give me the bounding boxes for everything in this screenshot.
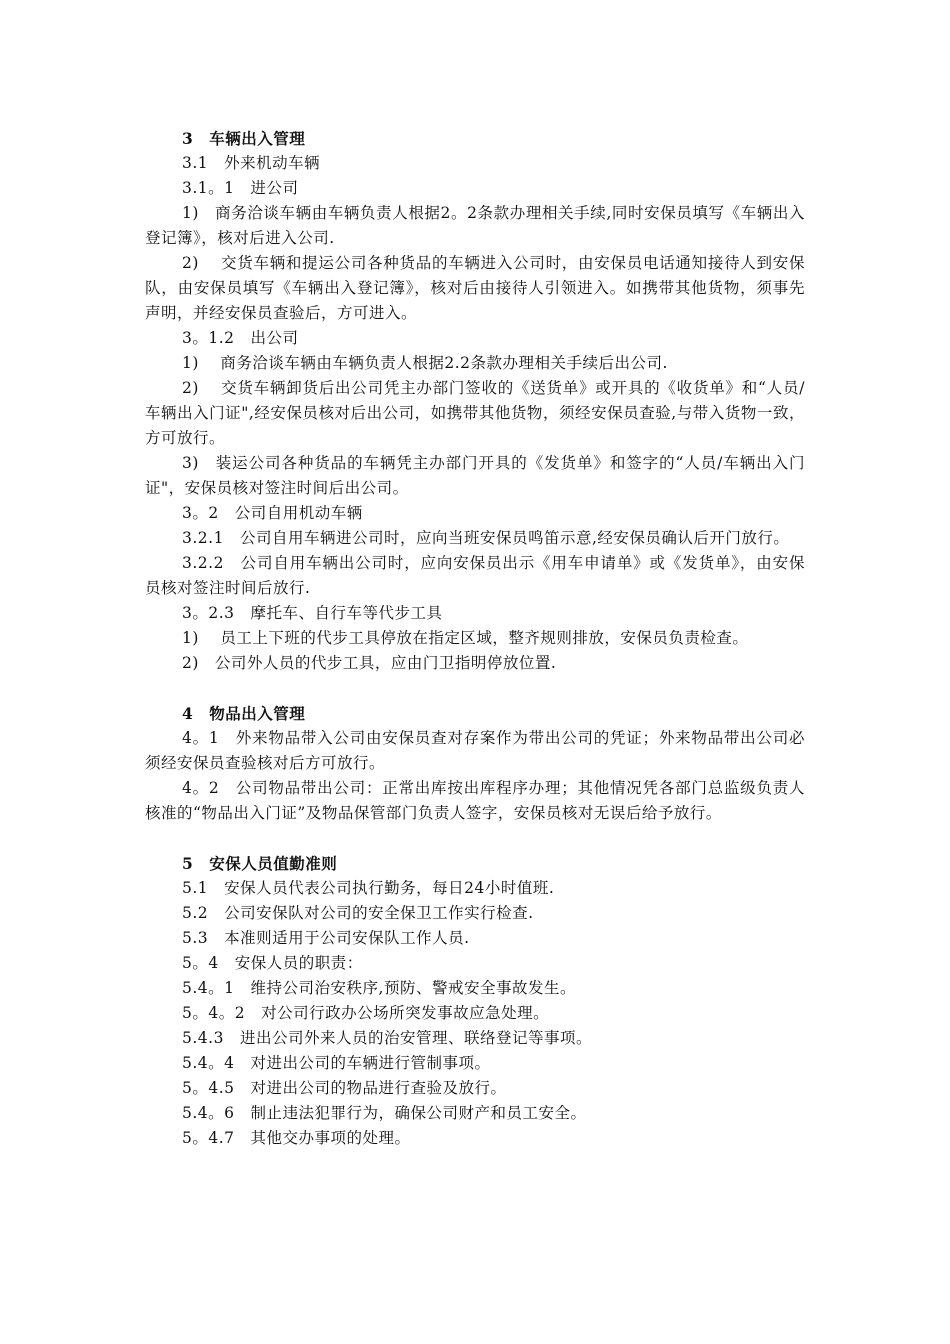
body-paragraph: 3.1。1 进公司 xyxy=(182,179,299,197)
document-body xyxy=(145,126,805,1151)
body-paragraph: 3) 装运公司各种货品的车辆凭主办部门开具的《发货单》和签字的“人员/车辆出入门证"，安保员核对签注时间后出公司。 xyxy=(145,454,805,497)
section-spacer xyxy=(145,676,805,701)
body-paragraph: 4。1 外来物品带入公司由安保员查对存案作为带出公司的凭证；外来物品带出公司必须经安保员查验核对后方可放行。 xyxy=(145,729,805,772)
body-paragraph: 3.2.2 公司自用车辆出公司时，应向安保员出示《用车申请单》或《发货单》，由安保员核对签注时间后放行. xyxy=(145,554,805,597)
body-paragraph: 5。4.7 其他交办事项的处理。 xyxy=(182,1129,411,1147)
section-heading: 3 车辆出入管理 xyxy=(182,129,306,148)
body-paragraph: 1) 商务洽谈车辆由车辆负责人根据2.2条款办理相关手续后出公司. xyxy=(182,354,668,372)
body-paragraph: 5.4。1 维持公司治安秩序,预防、警戒安全事故发生。 xyxy=(182,979,576,997)
body-paragraph: 1) 员工上下班的代步工具停放在指定区域，整齐规则排放，安保员负责检查。 xyxy=(182,629,749,647)
section-heading: 5 安保人员值勤准则 xyxy=(182,854,338,873)
body-paragraph: 2) 交货车辆和提运公司各种货品的车辆进入公司时，由安保员电话通知接待人到安保队，由安保员填写《车辆出入登记簿》，核对后由接待人引领进入。如携带其他货物，须事先声明，并经安保员查验后，方可进入。 xyxy=(145,254,805,322)
body-paragraph: 4。2 公司物品带出公司：正常出库按出库程序办理；其他情况凭各部门总监级负责人核准的“物品出入门证”及物品保管部门负责人签字，安保员核对无误后给予放行。 xyxy=(145,779,805,822)
body-paragraph: 3。2.3 摩托车、自行车等代步工具 xyxy=(182,604,443,622)
body-paragraph: 3.2.1 公司自用车辆进公司时，应向当班安保员鸣笛示意,经安保员确认后开门放行。 xyxy=(182,529,790,547)
body-paragraph: 5.4。6 制止违法犯罪行为，确保公司财产和员工安全。 xyxy=(182,1104,587,1122)
body-paragraph: 5。4 安保人员的职责： xyxy=(182,954,363,972)
section-heading: 4 物品出入管理 xyxy=(182,704,306,723)
body-paragraph: 5.4.3 进出公司外来人员的治安管理、联络登记等事项。 xyxy=(182,1029,592,1047)
section-spacer xyxy=(145,826,805,851)
body-paragraph: 1) 商务洽谈车辆由车辆负责人根据2。2条款办理相关手续,同时安保员填写《车辆出入登记簿》，核对后进入公司. xyxy=(145,204,805,247)
body-paragraph: 2) 交货车辆卸货后出公司凭主办部门签收的《送货单》或开具的《收货单》和“人员/车辆出入门证",经安保员核对后出公司，如携带其他货物，须经安保员查验,与带入货物一致，方可放行。 xyxy=(145,379,805,447)
body-paragraph: 5。4。2 对公司行政办公场所突发事故应急处理。 xyxy=(182,1004,550,1022)
body-paragraph: 5.2 公司安保队对公司的安全保卫工作实行检查. xyxy=(182,904,534,922)
body-paragraph: 3。1.2 出公司 xyxy=(182,329,299,347)
body-paragraph: 5.1 安保人员代表公司执行勤务，每日24小时值班. xyxy=(182,879,555,897)
body-paragraph: 3.1 外来机动车辆 xyxy=(182,154,321,172)
body-paragraph: 2) 公司外人员的代步工具，应由门卫指明停放位置. xyxy=(182,654,557,672)
body-paragraph: 5.3 本准则适用于公司安保队工作人员. xyxy=(182,929,470,947)
body-paragraph: 5。4.5 对进出公司的物品进行查验及放行。 xyxy=(182,1079,507,1097)
body-paragraph: 5.4。4 对进出公司的车辆进行管制事项。 xyxy=(182,1054,491,1072)
body-paragraph: 3。2 公司自用机动车辆 xyxy=(182,504,363,522)
